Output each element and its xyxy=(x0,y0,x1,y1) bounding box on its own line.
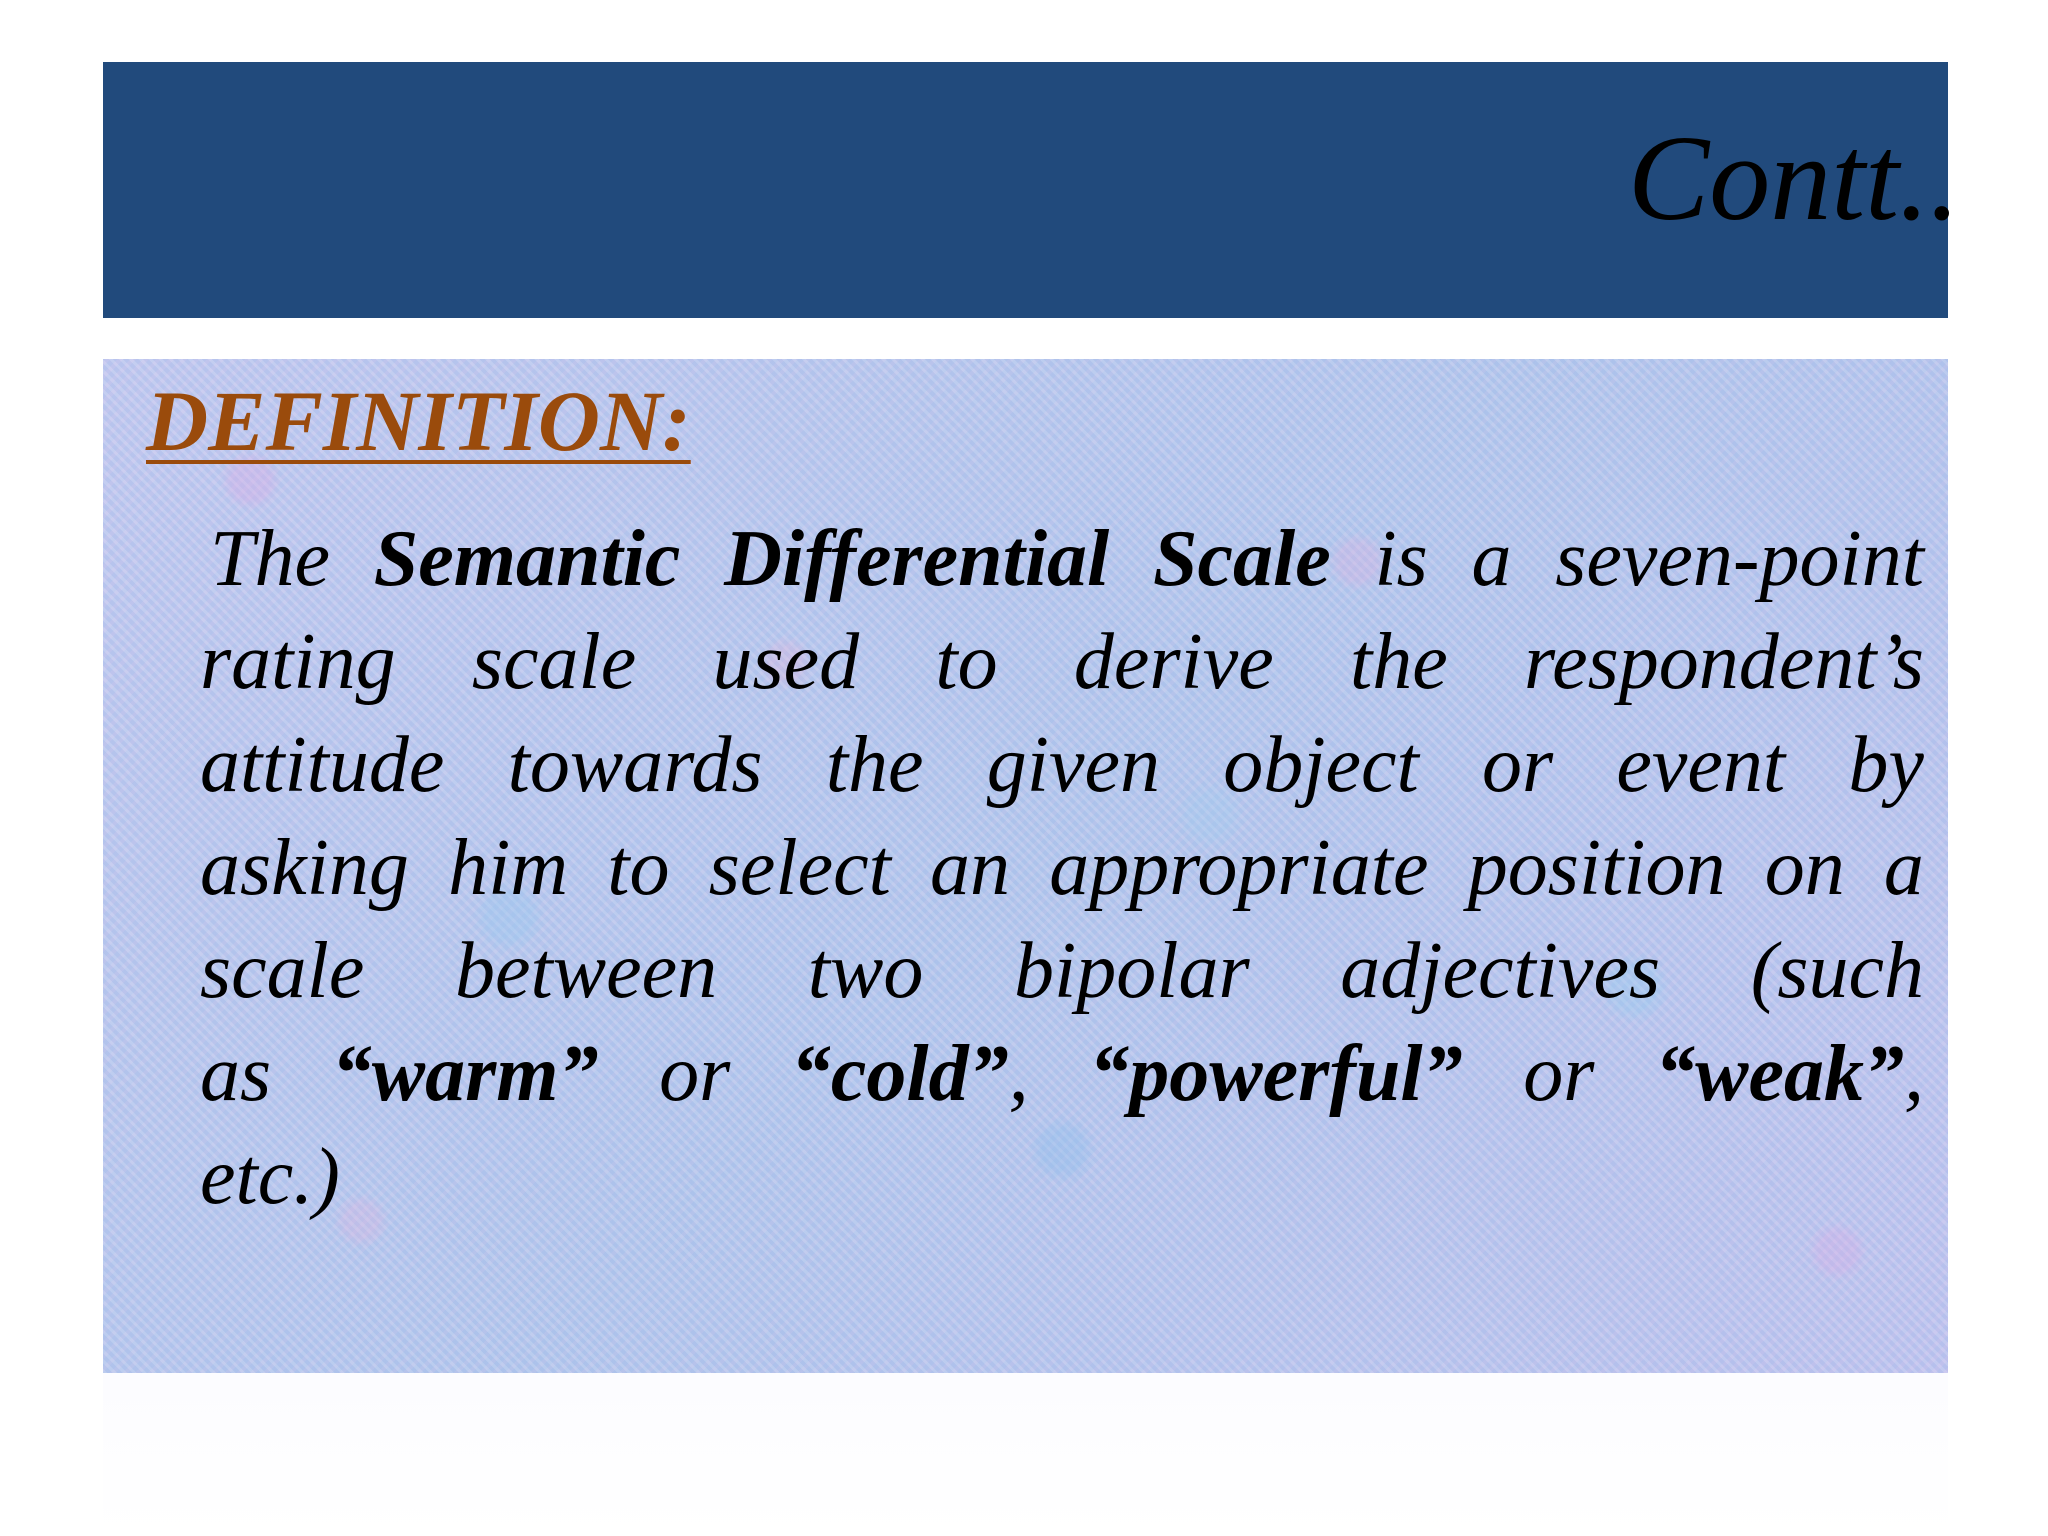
word: rating xyxy=(200,618,396,706)
definition-line-3 xyxy=(200,714,1924,817)
example-warm: “warm” xyxy=(331,1030,599,1118)
word: a xyxy=(1883,824,1924,912)
word: object xyxy=(1223,721,1419,809)
word: seven-point xyxy=(1555,515,1924,603)
word: given xyxy=(986,721,1161,809)
word: appropriate xyxy=(1049,824,1429,912)
word: adjectives xyxy=(1340,927,1661,1015)
word: attitude xyxy=(200,721,445,809)
definition-text xyxy=(200,508,1924,1229)
word: or xyxy=(1523,1030,1595,1118)
term-scale: Scale xyxy=(1153,515,1331,603)
word: to xyxy=(607,824,670,912)
word: The xyxy=(210,515,330,603)
word: between xyxy=(455,927,718,1015)
definition-line-2 xyxy=(200,611,1924,714)
word: bipolar xyxy=(1014,927,1250,1015)
word: on xyxy=(1764,824,1845,912)
word: as xyxy=(200,1030,272,1118)
word: or xyxy=(659,1030,731,1118)
definition-line-1 xyxy=(200,508,1924,611)
word: used xyxy=(712,618,860,706)
bottom-fade xyxy=(103,1373,1948,1536)
word: towards xyxy=(507,721,763,809)
example-weak-group xyxy=(1655,1023,1924,1126)
slide-title: Contt.. xyxy=(1627,111,1960,246)
word: derive xyxy=(1073,618,1274,706)
comma: , xyxy=(1008,1030,1029,1118)
definition-line-5 xyxy=(200,920,1924,1023)
word: asking xyxy=(200,824,409,912)
definition-line-6 xyxy=(200,1023,1924,1126)
definition-line-4 xyxy=(200,817,1924,920)
term-semantic: Semantic xyxy=(373,515,681,603)
word: a xyxy=(1471,515,1512,603)
word: him xyxy=(448,824,569,912)
definition-line-7 xyxy=(200,1126,1924,1229)
word: position xyxy=(1467,824,1726,912)
word: select xyxy=(708,824,891,912)
word: event xyxy=(1616,721,1786,809)
word: to xyxy=(935,618,998,706)
example-weak: “weak” xyxy=(1655,1030,1904,1118)
example-cold: “cold” xyxy=(790,1030,1009,1118)
word: etc.) xyxy=(200,1133,340,1221)
word: scale xyxy=(200,927,365,1015)
word: by xyxy=(1848,721,1924,809)
word: respondent’s xyxy=(1523,618,1924,706)
word: two xyxy=(807,927,924,1015)
example-powerful: “powerful” xyxy=(1089,1030,1463,1118)
word: is xyxy=(1374,515,1428,603)
definition-heading: DEFINITION: xyxy=(146,373,691,469)
term-differential: Differential xyxy=(724,515,1110,603)
word: or xyxy=(1482,721,1554,809)
word: (such xyxy=(1750,927,1924,1015)
word: scale xyxy=(471,618,637,706)
word: the xyxy=(1349,618,1448,706)
comma: , xyxy=(1903,1030,1924,1118)
word: an xyxy=(930,824,1011,912)
word: the xyxy=(825,721,924,809)
example-cold-group xyxy=(791,1023,1029,1126)
